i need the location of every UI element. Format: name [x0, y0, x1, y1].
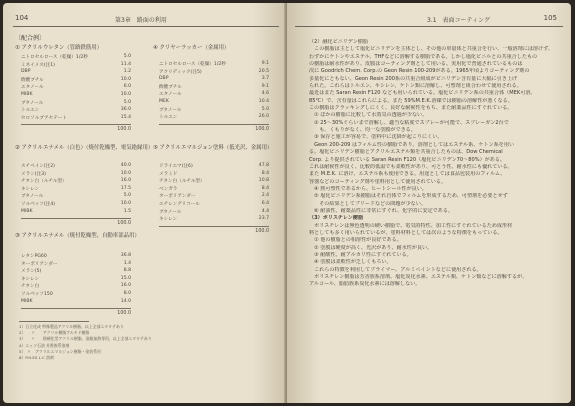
table-row: DBP 1.2 — [21, 69, 131, 75]
text-line: も、くもりがなく、均一な塗膜ができる。 — [309, 127, 416, 134]
text-line: ④ 熱可塑性であるから、ヒートシール性が良い。 — [309, 185, 427, 192]
table-row: トルエン 36.0 — [21, 107, 131, 114]
text-line: られた。これらはトルエン、キシレン、ケトン類に溶解し、可塑剤と組合わせて使用される。 — [309, 83, 522, 90]
formulation-table — [159, 61, 269, 132]
text-line: 85℃）で、含有量はこれらによる。また 59%M.E.K.溶媒では樹脂の溶解性が悪くなる。 — [309, 97, 513, 104]
footnote: 2） 〃 アクリル樹脂アルキド樹脂 — [19, 330, 90, 336]
table-row: ソルベッソ150 8.0 — [21, 290, 131, 297]
header-rule — [295, 26, 563, 27]
text-line: この樹脂はクラッキングしにくく、良好な耐候性をもち、また耐薬品性にすぐれている。 — [309, 105, 513, 112]
text-line: ③ 保存と施工が容易で、塗料中に沈降が起こりにくい。 — [309, 134, 443, 141]
table-row: 酢酸ブチル 9.1 — [159, 83, 269, 90]
text-line: る。塩化ビニリデン樹脂とアクリルエステル類を共重合したものは、Dow Chemical — [309, 149, 503, 156]
table-row: キシレン 17.5 — [21, 185, 131, 192]
header-rule — [13, 26, 279, 27]
page-number: 105 — [543, 14, 557, 22]
formulation-table — [21, 163, 131, 226]
table-row: ニトロセルロース（乾燥）1/2秒 5.0 — [21, 54, 131, 60]
table-row: レタンPG60 36.8 — [21, 253, 131, 259]
table-row: チタン白（ルチル型） 10.8 — [159, 178, 269, 185]
table-row: ブタノール 4.4 — [159, 208, 269, 215]
footnote: 4）エッソ石油 芳香族系溶剤 — [19, 342, 70, 348]
footnote: 3） 〃 熱硬化型アクリル樹脂、油脂加熱専用、以上全部エタタテあり — [19, 336, 152, 342]
text-line: ① 他の樹脂との相溶性が良好である。 — [309, 237, 402, 244]
text-line: ① ほかの樹脂に比較して水蒸気の透過が少ない。 — [309, 112, 428, 119]
table-row: MIBK 1.5 — [21, 208, 131, 214]
table-row: ターボリアンダー 1.4 — [21, 260, 131, 267]
total-rule — [21, 218, 131, 219]
formulation-table — [21, 253, 131, 316]
table-row: エチレングリコール 6.4 — [159, 200, 269, 207]
text-line: わずかにケトンやエステル、THFなどに溶解する樹脂である。しかし塩化ビニルとの共重合したもの — [309, 53, 538, 60]
text-line: （2）融化ビニリデン樹脂 — [309, 39, 369, 45]
total-rule — [21, 124, 131, 125]
body-text — [309, 39, 559, 289]
table-row: ブタノール 5.0 — [21, 99, 131, 106]
running-head: 第3章 路面の利用 — [115, 17, 167, 24]
page-number: 104 — [15, 14, 29, 22]
text-line: その結果としてブリードなどの問題が少ない。 — [309, 200, 426, 207]
footnote: 5） 〃 アクリルエマルジョン樹脂・塗装系用 — [19, 348, 101, 354]
text-line: ② 25〜30%ぐらいまで溶解し、適当な粘度でスプレーが可能で、スプレーガン2台で — [309, 119, 509, 126]
text-line: この樹脂は主として塩化ビニリデンを主体とし、その他の単量体と共重合を行い、一般溶剤には溶けず、 — [309, 46, 553, 53]
table-row: MIBK 14.0 — [21, 298, 131, 304]
table-row: MEK 10.4 — [159, 98, 269, 104]
table-row: 酢酸ブチル 10.0 — [21, 76, 131, 83]
text-line: Geon 200-209 はフィルム性の樹脂であり、溶剤としてはエステル系、ケトン系を用い — [309, 141, 515, 148]
text-line: ⑤ 塩化ビニリデン系樹脂はそれ自体でフィルムを形成するため、可塑剤を必要とせず — [309, 193, 508, 200]
text-line: また M.E.K. に溶け、エステル系も使用できる。用途としては食品包装用のフィルム、 — [309, 171, 506, 178]
text-line: ポリスチレン樹脂は芳香族系溶剤、塩化炭化水素、エステル類、ケトン類などに溶解するが、 — [309, 274, 528, 280]
text-line: 次に Goodrich Chem. Corp.の Geon Resin 100-209がある。1965年頃よりコーティング剤の — [309, 68, 530, 75]
formulation-table — [21, 54, 131, 132]
table-row: エタノール 6.0 — [21, 84, 131, 91]
table-row: トルエン 26.0 — [159, 114, 269, 121]
text-line: これは耐候性が良く、比較的低温でも柔軟性があり、可とう性、耐水性にも優れている。 — [309, 163, 513, 170]
table-title: ③ アクリルエナメル（焼付乾燥型、自動車部品用） — [15, 233, 140, 239]
text-line: 多量化にともない、Geon Resin 200系の共重合組成がビニリデン含有量に大幅に引き上げ — [309, 75, 518, 82]
text-line: これらの特徴を利用してプライマー、アルミペイントなどに使用される。 — [309, 266, 482, 273]
text-line: ③ 耐酸性、耐アルカリ性にすぐれている。 — [309, 251, 412, 258]
table-title: ⑤ アクリルエマルジョン塗料（低光沢、金属用） — [153, 145, 273, 151]
text-line: ポリスチレンは無色透明の硬い樹脂で、電気的特性、加工性にすぐれているため成形材 — [309, 222, 513, 229]
table-row: ブタノール 5.0 — [21, 193, 131, 200]
text-line: 最近はまた Saran Resin F120 なども用いられている。塩化ビニリデン系の共重合体（MEK可溶、 — [309, 90, 536, 97]
formulation-table — [159, 163, 269, 234]
book-spread — [3, 3, 571, 403]
text-line: 料としても多く用いられているが、塗料材料としては次のような特徴をもっている。 — [309, 229, 503, 236]
table-total: 100.0 — [117, 221, 131, 227]
text-line: （3）ポリスチレン樹脂 — [309, 215, 364, 222]
table-row: ターボリアンダー 2.4 — [159, 193, 269, 200]
footnotes — [19, 321, 269, 361]
text-line: ② 塗膜は硬度が高く、光沢があり、耐水性が良い。 — [309, 244, 433, 251]
table-row: ニトロセルロース（乾燥）1/2秒 9.1 — [159, 61, 269, 67]
text-line: アルコール、脂肪族系炭化水素には溶解しない。 — [309, 281, 421, 288]
table-row: ドライエマ(注6) 47.8 — [159, 163, 269, 169]
total-rule — [159, 124, 269, 125]
footnote: 1）日立化成 特殊製品アクリル樹脂、以上全部エタタテあり — [19, 324, 124, 329]
table-total: 100.0 — [255, 228, 269, 234]
table-title: ② アクリルエナメル（白色）（焼付乾燥型、電気絶縁用） — [15, 145, 154, 151]
table-row: ベンガラ 8.4 — [159, 185, 269, 192]
total-rule — [159, 226, 269, 227]
table-row: キシレン 23.7 — [159, 216, 269, 223]
table-title: ① アクリルウレタン（管路鉄筋用） — [15, 45, 103, 51]
table-total: 100.0 — [117, 311, 131, 317]
table-row: スチペイン(注2) 40.0 — [21, 163, 131, 169]
example-label: 〔配合例〕 — [15, 35, 46, 42]
total-rule — [21, 308, 131, 309]
text-line: ④ 塗膜は柔軟性が乏しくもろい。 — [309, 259, 392, 266]
footnote-rule — [19, 321, 89, 322]
text-line: 容器などのコーティング剤や塗料用として使用されている。 — [309, 178, 447, 185]
table-title: ④ クリヤーラッカー（金属用） — [153, 45, 230, 51]
text-line: ⑥ 耐油性、耐薬品性に非常にすぐれ、化学的に安定である。 — [309, 207, 454, 214]
running-head: 3.1 表面コーティング — [427, 17, 490, 24]
table-row: ブタノール 5.0 — [159, 106, 269, 113]
footnote: 6）P.H.ES L.C 溶剤 — [19, 355, 54, 361]
table-total: 100.0 — [255, 126, 269, 132]
left-page — [3, 3, 286, 403]
right-page — [287, 3, 571, 403]
text-line: Corp. より提供されている Saran Resin F120（塩化ビニリデン70〜80%）がある。 — [309, 156, 506, 163]
table-row: セロソルブアセテート 15.4 — [21, 114, 131, 121]
table-row: メラン(注3) 10.0 — [21, 170, 131, 177]
table-row: メラミド 8.4 — [159, 170, 269, 177]
table-row: キシレン 15.0 — [21, 275, 131, 282]
table-row: チタン白（ルチル型） 16.0 — [21, 178, 131, 185]
table-row: アクリディック(注5) 20.5 — [159, 68, 269, 75]
table-row: チタン白 16.0 — [21, 283, 131, 290]
table-row: エタノール 4.6 — [159, 91, 269, 98]
table-total: 100.0 — [117, 127, 131, 133]
table-row: メラン(5) 8.8 — [21, 268, 131, 275]
table-row: ミネイメス(注1) 11.4 — [21, 61, 131, 68]
table-row: ソルベッソ(注4) 10.0 — [21, 200, 131, 207]
text-line: の樹脂は耐水性があり、皮膜はコーティング剤として用いる。実用化で普通されているものは — [309, 61, 523, 68]
table-row: MIBK 10.0 — [21, 91, 131, 97]
table-row: DBP 3.7 — [159, 76, 269, 82]
